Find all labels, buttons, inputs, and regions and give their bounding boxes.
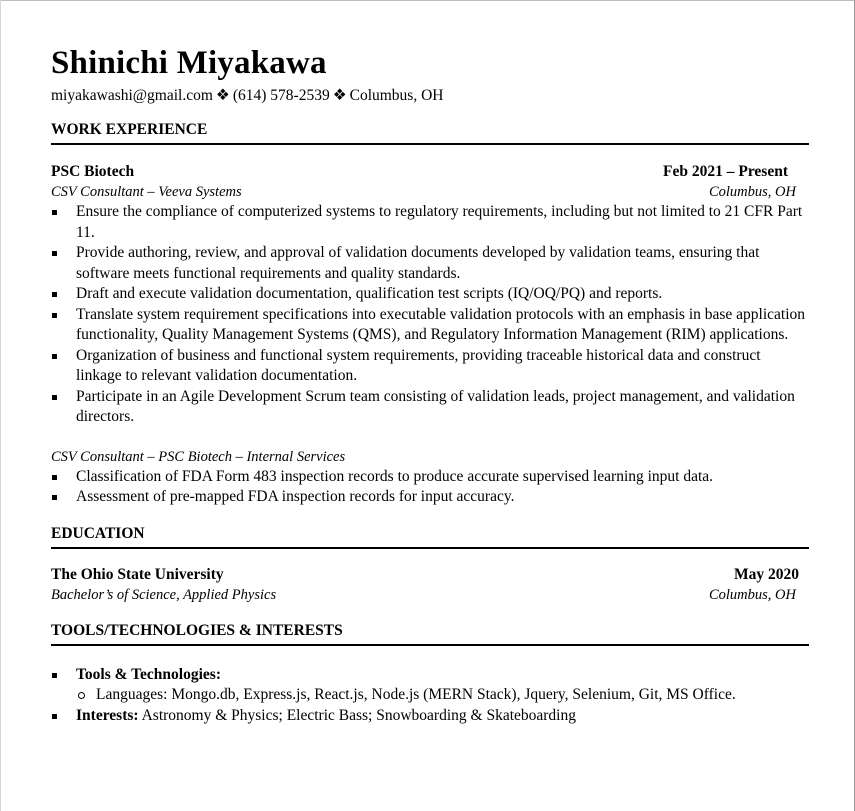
tools-sub-list xyxy=(51,685,809,706)
degree-row xyxy=(51,585,809,605)
location-text: Columbus, OH xyxy=(349,87,444,104)
job-dates: Feb 2021 – Present xyxy=(663,163,788,180)
list-item-text: Translate system requirement specifications into executable validation protocols with an emphasis in base application functionality, Quality Management Systems (QMS), and Regulatory Information Management (RIM) applications. xyxy=(76,305,806,343)
page-edge-left xyxy=(0,0,1,811)
phone-text: (614) 578-2539 xyxy=(232,87,330,104)
bullet-icon xyxy=(52,395,57,400)
list-item-text: Participate in an Agile Development Scrum team consisting of validation leads, project management, and validation directors. xyxy=(76,387,795,425)
bullet-icon xyxy=(52,210,57,215)
list-item xyxy=(51,706,809,727)
education-header-row xyxy=(51,565,809,585)
resume-document xyxy=(51,44,809,726)
interests-bullet-list xyxy=(51,706,809,727)
school-name: The Ohio State University xyxy=(51,565,224,583)
separator-icon: ❖ xyxy=(332,87,347,104)
bullet-icon xyxy=(52,673,57,678)
role-row xyxy=(51,182,809,202)
role2-title: CSV Consultant – PSC Biotech – Internal Services xyxy=(51,448,346,465)
list-item-text: Ensure the compliance of computerized systems to regulatory requirements, including but not limited to 21 CFR Part 11. xyxy=(76,203,803,241)
bullet-icon xyxy=(52,251,57,256)
role2-row xyxy=(51,447,809,467)
role1-bullet-list xyxy=(51,202,809,428)
list-item xyxy=(51,202,809,243)
company-name: PSC Biotech xyxy=(51,163,135,180)
tools-heading: TOOLS/TECHNOLOGIES & INTERESTS xyxy=(51,621,809,646)
list-item-text: Provide authoring, review, and approval of validation documents developed by validation teams, ensuring that software meets functional requirements and quality standards. xyxy=(76,244,760,282)
bullet-icon xyxy=(52,354,57,359)
list-item xyxy=(51,487,809,508)
role-title: CSV Consultant – Veeva Systems xyxy=(51,184,242,200)
bullet-icon xyxy=(52,313,57,318)
list-item xyxy=(51,685,809,706)
bullet-icon xyxy=(52,714,57,719)
graduation-date: May 2020 xyxy=(733,565,799,583)
separator-icon: ❖ xyxy=(215,87,230,104)
school-location: Columbus, OH xyxy=(708,586,796,603)
list-item xyxy=(51,665,809,686)
list-item xyxy=(51,243,809,284)
list-item xyxy=(51,305,809,346)
job-header-row xyxy=(51,162,809,182)
tools-bullet-list xyxy=(51,665,809,686)
languages-text: Languages: Mongo.db, Express.js, React.js, Node.js (MERN Stack), Jquery, Selenium, Git, MS Office. xyxy=(96,686,736,703)
list-item xyxy=(51,467,809,488)
education-heading: EDUCATION xyxy=(51,524,809,549)
list-item-text: Organization of business and functional system requirements, providing traceable historical data and construct linkage to relevant validation documentation. xyxy=(76,346,761,384)
page-edge-top xyxy=(0,0,855,1)
list-item xyxy=(51,387,809,428)
role2-bullet-list xyxy=(51,467,809,508)
candidate-name: Shinichi Miyakawa xyxy=(51,45,327,81)
interests-text: Astronomy & Physics; Electric Bass; Snowboarding & Skateboarding xyxy=(141,706,576,724)
list-item xyxy=(51,284,809,305)
list-item-text: Assessment of pre-mapped FDA inspection records for input accuracy. xyxy=(76,488,515,505)
bullet-icon xyxy=(52,475,57,480)
circle-bullet-icon xyxy=(78,692,85,699)
bullet-icon xyxy=(52,495,57,500)
interests-label: Interests: xyxy=(76,706,139,724)
degree-title: Bachelor’s of Science, Applied Physics xyxy=(51,586,277,603)
role-location: Columbus, OH xyxy=(708,184,796,200)
tools-label: Tools & Technologies: xyxy=(76,665,221,683)
list-item xyxy=(51,346,809,387)
list-item-text: Classification of FDA Form 483 inspection records to produce accurate supervised learning input data. xyxy=(76,467,714,485)
contact-line xyxy=(51,86,809,106)
work-experience-heading: WORK EXPERIENCE xyxy=(51,120,809,145)
email-text: miyakawashi@gmail.com xyxy=(51,87,213,104)
bullet-icon xyxy=(52,292,57,297)
list-item-text: Draft and execute validation documentation, qualification test scripts (IQ/OQ/PQ) and reports. xyxy=(76,285,663,302)
